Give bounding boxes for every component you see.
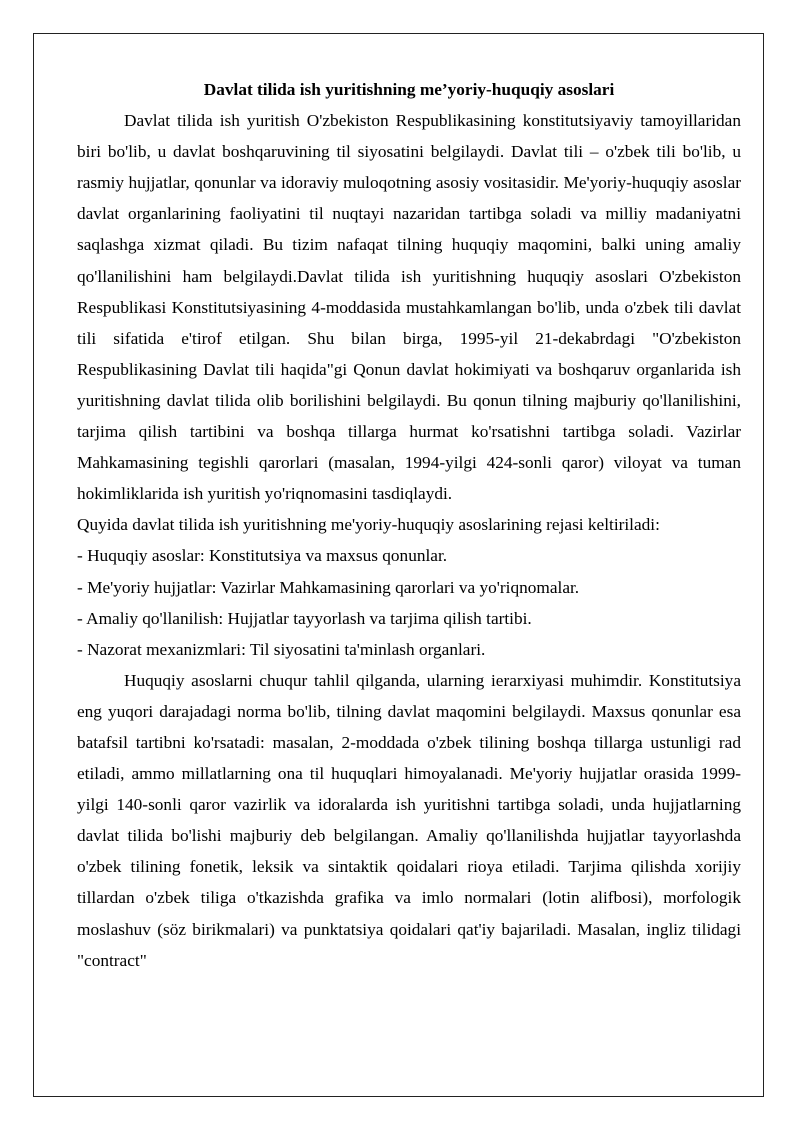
list-item: - Huquqiy asoslar: Konstitutsiya va maxsus qonunlar. — [77, 546, 448, 566]
paragraph-intro: Davlat tilida ish yuritish O'zbekiston Respublikasining konstitutsiyaviy tamoyillaridan biri bo'lib, u davlat boshqaruvining til siyosatini belgilaydi. Davlat tili – o'zbek tili bo'lib, u rasmiy hujjatlar, qonunlar va idoraviy muloqotning asosiy vositasidir. Me'yoriy-huquqiy asoslar davlat organlarining faoliyatini til nuqtayi nazaridan tartibga soladi va milliy madaniyatni saqlashga xizmat qiladi. Bu tizim nafaqat tilning huquqiy maqomini, balki uning amaliy qo'llanilishini ham belgilaydi.Davlat tilida ish yuritishning huquqiy asoslari O'zbekiston Respublikasi Konstitutsiyasining 4-moddasida mustahkamlangan bo'lib, unda o'zbek tili davlat tili sifatida e'tirof etilgan. Shu bilan birga, 1995-yil 21-dekabrdagi "O'zbekiston Respublikasining Davlat tili haqida"gi Qonun davlat hokimiyati va boshqaruv organlarida ish yuritishning davlat tilida olib borilishini belgilaydi. Bu qonun tilning majburiy qo'llanilishini, tarjima qilish tartibini va boshqa tillarga hurmat ko'rsatishni tartibga soladi. Vazirlar Mahkamasining tegishli qarorlari (masalan, 1994-yilgi 424-sonli qaror) viloyat va tuman hokimliklarida ish yuritish yo'riqnomasini tasdiqlaydi. — [77, 111, 741, 504]
paragraph-analysis: Huquqiy asoslarni chuqur tahlil qilganda, ularning ierarxiyasi muhimdir. Konstitutsiya eng yuqori darajadagi norma bo'lib, tilning davlat maqomini belgilaydi. Maxsus qonunlar esa batafsil tartibni ko'rsatadi: masalan, 2-moddada o'zbek tilining boshqa tillarga ustunligi rad etiladi, ammo millatlarning ona til huquqlari himoyalanadi. Me'yoriy hujjatlar orasida 1999-yilgi 140-sonli qaror vazirlik va idoralarda ish yuritishni tartibga soladi, unda hujjatlarning davlat tilida bo'lishi majburiy deb belgilangan. Amaliy qo'llanilishda hujjatlar tayyorlashda o'zbek tilining fonetik, leksik va sintaktik qoidalari rioya etiladi. Tarjima qilishda xorijiy tillardan o'zbek tiliga o'tkazishda grafika va imlo normalari (lotin alifbosi), morfologik moslashuv (söz birikmalari) va punktatsiya qoidalari qat'iy bajariladi. Masalan, ingliz tilidagi "contract" — [77, 670, 741, 970]
list-item: - Amaliy qo'llanilish: Hujjatlar tayyorlash va tarjima qilish tartibi. — [77, 608, 532, 628]
document-title: Davlat tilida ish yuritishning me’yoriy-huquqiy asoslari — [203, 80, 615, 99]
list-item: - Me'yoriy hujjatlar: Vazirlar Mahkamasining qarorlari va yo'riqnomalar. — [77, 577, 580, 597]
list-item: - Nazorat mexanizmlari: Til siyosatini ta'minlash organlari. — [77, 639, 486, 659]
document-body — [77, 74, 741, 976]
list-intro: Quyida davlat tilida ish yuritishning me'yoriy-huquqiy asoslarining rejasi keltiriladi: — [77, 515, 660, 535]
